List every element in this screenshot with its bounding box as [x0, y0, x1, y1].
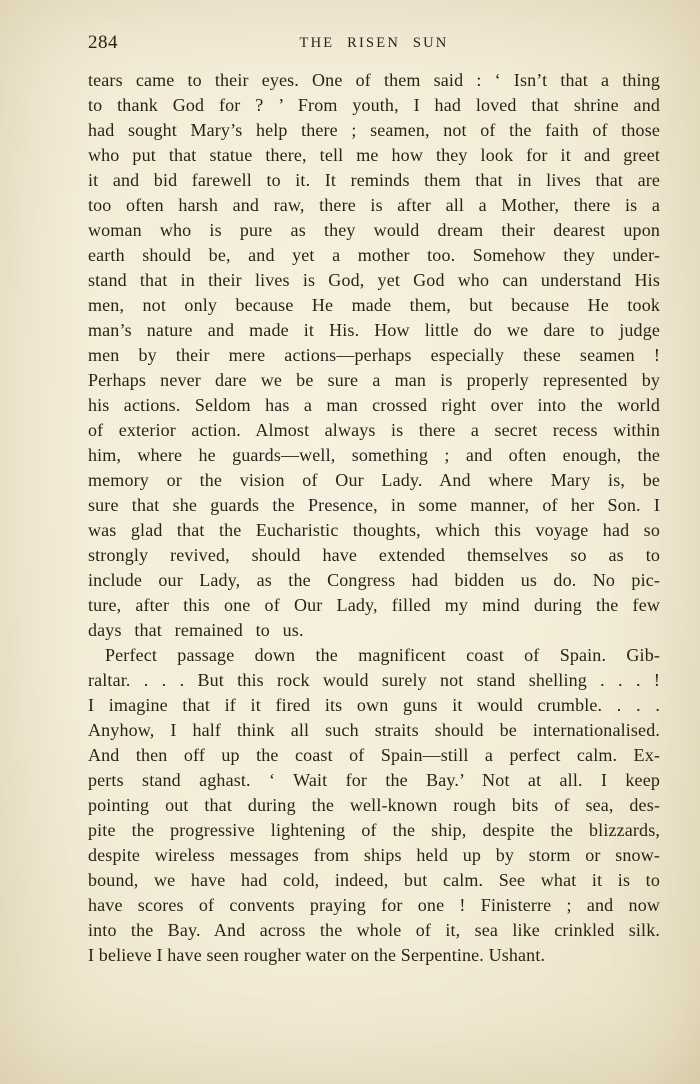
- text-line: had sought Mary’s help there ; seamen, not of the faith of those: [88, 120, 660, 140]
- text-line: into the Bay. And across the whole of it, sea like crinkled silk.: [88, 920, 660, 940]
- text-line: men, not only because He made them, but because He took: [88, 295, 660, 315]
- text-line: men by their mere actions—perhaps especially these seamen !: [88, 345, 660, 365]
- text-line: of exterior action. Almost always is there a secret recess within: [88, 420, 660, 440]
- text-line: memory or the vision of Our Lady. And where Mary is, be: [88, 470, 660, 490]
- text-line: his actions. Seldom has a man crossed right over into the world: [88, 395, 660, 415]
- paragraph: [88, 643, 660, 968]
- text-line: Perhaps never dare we be sure a man is properly represented by: [88, 370, 660, 390]
- text-line: tears came to their eyes. One of them said : ‘ Isn’t that a thing: [88, 70, 660, 90]
- text-line: Anyhow, I half think all such straits should be internationalised.: [88, 720, 660, 740]
- text-line: earth should be, and yet a mother too. Somehow they under-: [88, 245, 660, 265]
- text-line: include our Lady, as the Congress had bidden us do. No pic-: [88, 570, 660, 590]
- text-block: [88, 68, 660, 968]
- text-line: raltar. . . . But this rock would surely not stand shelling . . . !: [88, 670, 660, 690]
- text-line: strongly revived, should have extended themselves so as to: [88, 545, 660, 565]
- text-line: to thank God for ? ’ From youth, I had loved that shrine and: [88, 95, 660, 115]
- text-line: Perfect passage down the magnificent coast of Spain. Gib-: [105, 645, 660, 665]
- text-line: him, where he guards—well, something ; and often enough, the: [88, 445, 660, 465]
- text-line: bound, we have had cold, indeed, but calm. See what it is to: [88, 870, 660, 890]
- text-line: perts stand aghast. ‘ Wait for the Bay.’ Not at all. I keep: [88, 770, 660, 790]
- paragraph: [88, 68, 660, 643]
- text-line: ture, after this one of Our Lady, filled my mind during the few: [88, 595, 660, 615]
- text-line: And then off up the coast of Spain—still a perfect calm. Ex-: [88, 745, 660, 765]
- text-line: man’s nature and made it His. How little do we dare to judge: [88, 320, 660, 340]
- text-line: who put that statue there, tell me how they look for it and greet: [88, 145, 660, 165]
- text-line: stand that in their lives is God, yet God who can understand His: [88, 270, 660, 290]
- text-line: sure that she guards the Presence, in some manner, of her Son. I: [88, 495, 660, 515]
- text-line: days that remained to us.: [88, 620, 304, 640]
- text-line: woman who is pure as they would dream their dearest upon: [88, 220, 660, 240]
- text-line: pite the progressive lightening of the ship, despite the blizzards,: [88, 820, 660, 840]
- text-line: too often harsh and raw, there is after all a Mother, there is a: [88, 195, 660, 215]
- text-line: despite wireless messages from ships held up by storm or snow-: [88, 845, 660, 865]
- page-number: 284: [88, 32, 118, 53]
- text-line: it and bid farewell to it. It reminds them that in lives that are: [88, 170, 660, 190]
- text-line: have scores of convents praying for one ! Finisterre ; and now: [88, 895, 660, 915]
- text-line: pointing out that during the well-known rough bits of sea, des-: [88, 795, 660, 815]
- page-header: [88, 32, 660, 58]
- text-line: I believe I have seen rougher water on the Serpentine. Ushant.: [88, 945, 546, 965]
- text-line: I imagine that if it fired its own guns it would crumble. . . .: [88, 695, 660, 715]
- running-title: THE RISEN SUN: [299, 35, 449, 51]
- text-line: was glad that the Eucharistic thoughts, which this voyage had so: [88, 520, 660, 540]
